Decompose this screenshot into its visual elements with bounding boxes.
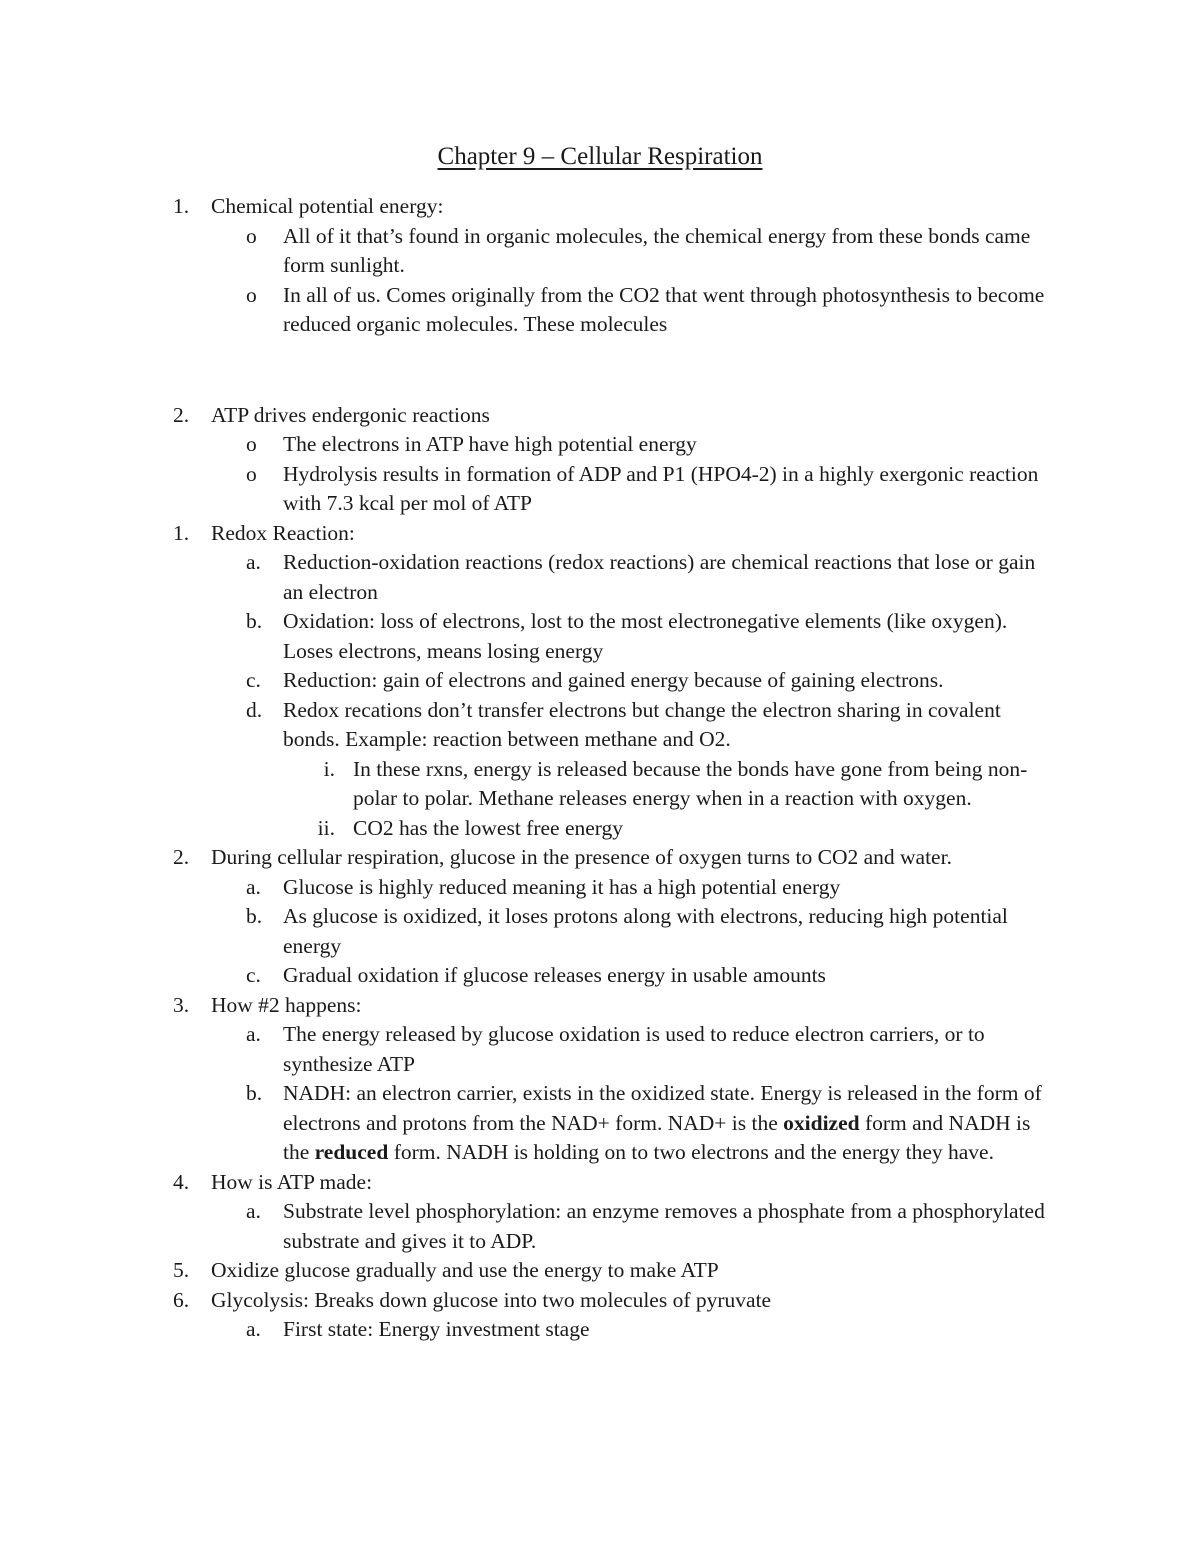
list-item (0, 460, 1200, 519)
list-item (0, 607, 1200, 666)
list-item-text: Glucose is highly reduced meaning it has a high potential energy (283, 874, 841, 899)
list-item (0, 1197, 1200, 1256)
list-marker: 3. (173, 992, 190, 1017)
list-marker: b. (246, 904, 263, 928)
list-marker: 5. (173, 1258, 190, 1282)
list-item-text: The electrons in ATP have high potential energy (283, 432, 697, 456)
list-item-text: How #2 happens: (211, 992, 362, 1017)
list-item (0, 281, 1200, 340)
list-marker: c. (246, 668, 261, 692)
list-item-text: How is ATP made: (211, 1169, 373, 1194)
list-item-text: Redox Reaction: (211, 520, 355, 545)
bold-term-reduced: reduced (314, 1140, 389, 1164)
list-marker: 1. (173, 520, 190, 545)
text-run: NADH: an electron carrier, exists in the oxidized state. Energy is released in the form of electrons and protons from the NAD+ form. NAD+ is the (283, 1081, 1042, 1135)
list-item (0, 902, 1200, 961)
list-item (0, 666, 1200, 696)
bold-term-oxidized: oxidized (783, 1110, 860, 1135)
list-item-text: ATP drives endergonic reactions (211, 402, 490, 427)
list-marker: ii. (317, 815, 335, 840)
list-marker: a. (246, 1022, 261, 1046)
list-item (0, 696, 1200, 755)
list-marker: o (246, 461, 257, 486)
list-item-text: In these rxns, energy is released because the bonds have gone from being non-polar to polar. Methane releases energy when in a reaction with oxygen. (353, 756, 1028, 810)
list-item (0, 430, 1200, 460)
list-marker: 2. (173, 402, 190, 427)
list-marker: b. (246, 609, 263, 633)
list-item-text: In all of us. Comes originally from the CO2 that went through photosynthesis to become reduced organic molecules. These molecules (283, 282, 1045, 336)
list-item-text: Reduction-oxidation reactions (redox reactions) are chemical reactions that lose or gain an electron (283, 550, 1036, 604)
list-item-text: During cellular respiration, glucose in the presence of oxygen turns to CO2 and water. (211, 845, 952, 869)
list-marker: o (246, 432, 257, 456)
notes-list (0, 192, 1200, 1345)
list-item (0, 1168, 1200, 1198)
list-item (0, 1020, 1200, 1079)
list-item-text: First state: Energy investment stage (283, 1317, 590, 1341)
list-item-text: All of it that’s found in organic molecules, the chemical energy from these bonds came form sunlight. (283, 223, 1031, 277)
list-marker: 2. (173, 845, 190, 869)
list-item (0, 1256, 1200, 1286)
list-item-text: Oxidation: loss of electrons, lost to the most electronegative elements (like oxygen). Loses electrons, means losing energy (283, 609, 1008, 663)
list-item (0, 1079, 1200, 1168)
list-item (0, 548, 1200, 607)
list-marker: o (246, 282, 257, 307)
list-marker: a. (246, 1317, 261, 1341)
list-item (0, 961, 1200, 991)
list-item-text: The energy released by glucose oxidation is used to reduce electron carriers, or to synthesize ATP (283, 1022, 985, 1076)
text-run: form and NADH is the (283, 1110, 1031, 1164)
list-item-text: As glucose is oxidized, it loses protons along with electrons, reducing high potential energy (283, 904, 1008, 958)
list-item-text: Reduction: gain of electrons and gained energy because of gaining electrons. (283, 668, 944, 692)
list-item-text: Redox recations don’t transfer electrons but change the electron sharing in covalent bonds. Example: reaction between methane and O2. (283, 697, 1001, 751)
list-marker: 6. (173, 1287, 190, 1312)
list-item (0, 222, 1200, 281)
text-run: form. NADH is holding on to two electrons and the energy they have. (388, 1140, 994, 1164)
list-item-text (283, 1079, 1058, 1168)
list-marker: a. (246, 550, 261, 574)
list-item-text: CO2 has the lowest free energy (353, 815, 624, 840)
list-item-text: Oxidize glucose gradually and use the energy to make ATP (211, 1258, 719, 1282)
list-item (0, 519, 1200, 549)
list-marker: c. (246, 963, 261, 987)
list-item-text: Substrate level phosphorylation: an enzyme removes a phosphate from a phosphorylated substrate and gives it to ADP. (283, 1199, 1045, 1253)
list-marker: a. (246, 1199, 261, 1223)
list-item (0, 192, 1200, 222)
list-marker: o (246, 223, 257, 248)
list-item (0, 991, 1200, 1021)
page-title: Chapter 9 – Cellular Respiration (437, 143, 763, 170)
list-marker: i. (323, 756, 335, 781)
list-item-text: Glycolysis: Breaks down glucose into two molecules of pyruvate (211, 1287, 772, 1312)
list-item (0, 873, 1200, 903)
list-item-text: Hydrolysis results in formation of ADP and P1 (HPO4-2) in a highly exergonic reaction with 7.3 kcal per mol of ATP (283, 461, 1039, 515)
list-item (0, 814, 1200, 844)
list-marker: 4. (173, 1169, 190, 1194)
list-item (0, 1286, 1200, 1316)
list-item-text: Chemical potential energy: (211, 194, 444, 218)
list-marker: 1. (173, 194, 190, 218)
list-item-text: Gradual oxidation if glucose releases energy in usable amounts (283, 963, 826, 987)
list-item (0, 755, 1200, 814)
blank-space (0, 340, 1200, 401)
list-item (0, 843, 1200, 873)
list-marker: b. (246, 1081, 263, 1105)
list-item (0, 1315, 1200, 1345)
list-marker: d. (246, 697, 263, 722)
list-item (0, 401, 1200, 431)
list-marker: a. (246, 874, 261, 899)
